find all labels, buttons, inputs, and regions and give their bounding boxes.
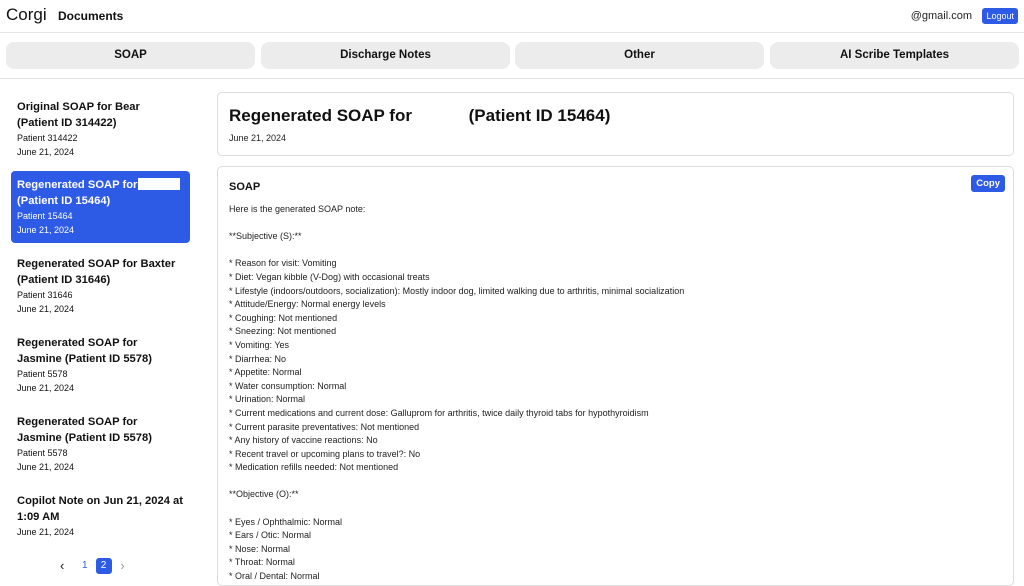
brand-logo[interactable]: Corgi — [6, 5, 47, 24]
list-item[interactable] — [11, 93, 190, 165]
list-item-title — [17, 177, 184, 209]
list-item-title: Regenerated SOAP for Jasmine (Patient ID 5578) — [17, 416, 152, 444]
top-bar — [0, 0, 1024, 33]
pagination — [60, 558, 134, 574]
list-item-date: June 21, 2024 — [17, 225, 75, 235]
list-item-date: June 21, 2024 — [17, 527, 75, 537]
chevron-left-icon[interactable]: ‹ — [60, 558, 65, 573]
list-item-title-part: (Patient ID 15464) — [17, 195, 111, 207]
section-title: SOAP — [229, 181, 261, 193]
page-title: Regenerated SOAP for (Patient ID 15464) — [229, 106, 611, 125]
list-item-patient: Patient 314422 — [17, 133, 78, 143]
list-item-date: June 21, 2024 — [17, 304, 75, 314]
soap-note-body: Here is the generated SOAP note: **Subjective (S):** * Reason for visit: Vomiting * Diet: Vegan kibble (V-Dog) with occasional treats * Lifestyle (indoors/outdoors, socialization): Mostly indoor dog, limited walking due to arthritis, minimal socialization * Attitude/Energy: Normal energy levels * Coughing: Not mentioned * Sneezing: Not mentioned * Vomiting: Yes * Diarrhea: No * Appetite: Normal * Water consumption: Normal * Urination: Normal * Current medications and current dose: Galluprom for arthritis, twice daily thyroid tabs for hypothyroidism * Current parasite preventatives: Not mentioned * Any history of vaccine reactions: No * Recent travel or upcoming plans to travel?: No * Medication refills needed: Not mentioned **Objective (O):** * Eyes / Ophthalmic: Normal * Ears / Otic: Normal * Nose: Normal * Throat: Normal * Oral / Dental: Normal — [229, 204, 685, 582]
list-item-title: Regenerated SOAP for Baxter (Patient ID 31646) — [17, 258, 176, 286]
list-item[interactable] — [11, 487, 190, 545]
list-item-patient: Patient 5578 — [17, 369, 68, 379]
list-item-patient: Patient 5578 — [17, 448, 68, 458]
tab-discharge-notes[interactable]: Discharge Notes — [261, 42, 510, 69]
list-item-date: June 21, 2024 — [17, 383, 75, 393]
page-2-button[interactable]: 2 — [96, 558, 112, 574]
document-header-card — [217, 92, 1014, 156]
list-item-selected[interactable] — [11, 171, 190, 243]
user-email: @gmail.com — [910, 10, 972, 22]
logout-button[interactable]: Logout — [982, 8, 1018, 24]
list-item-title: Copilot Note on Jun 21, 2024 at 1:09 AM — [17, 495, 183, 523]
list-item-date: June 21, 2024 — [17, 147, 75, 157]
list-item-patient: Patient 15464 — [17, 211, 73, 221]
tab-ai-scribe-templates[interactable]: AI Scribe Templates — [770, 42, 1019, 69]
soap-content-card — [217, 166, 1014, 586]
list-item-date: June 21, 2024 — [17, 462, 75, 472]
redacted-name — [138, 178, 180, 190]
list-item[interactable] — [11, 408, 190, 480]
document-type-tabs — [0, 33, 1024, 79]
tab-other[interactable]: Other — [515, 42, 764, 69]
page-1-button[interactable]: 1 — [82, 560, 88, 571]
document-list — [0, 80, 200, 573]
copy-button[interactable]: Copy — [971, 175, 1005, 192]
list-item-title: Original SOAP for Bear (Patient ID 314422) — [17, 101, 140, 129]
list-item-patient: Patient 31646 — [17, 290, 73, 300]
list-item-title-part: Regenerated SOAP for — [17, 179, 138, 191]
tab-soap[interactable]: SOAP — [6, 42, 255, 69]
list-item[interactable] — [11, 250, 190, 322]
chevron-right-icon[interactable]: › — [120, 558, 125, 573]
nav-documents-link[interactable]: Documents — [58, 9, 124, 23]
list-item-title: Regenerated SOAP for Jasmine (Patient ID 5578) — [17, 337, 152, 365]
document-date: June 21, 2024 — [229, 133, 287, 143]
list-item[interactable] — [11, 329, 190, 401]
